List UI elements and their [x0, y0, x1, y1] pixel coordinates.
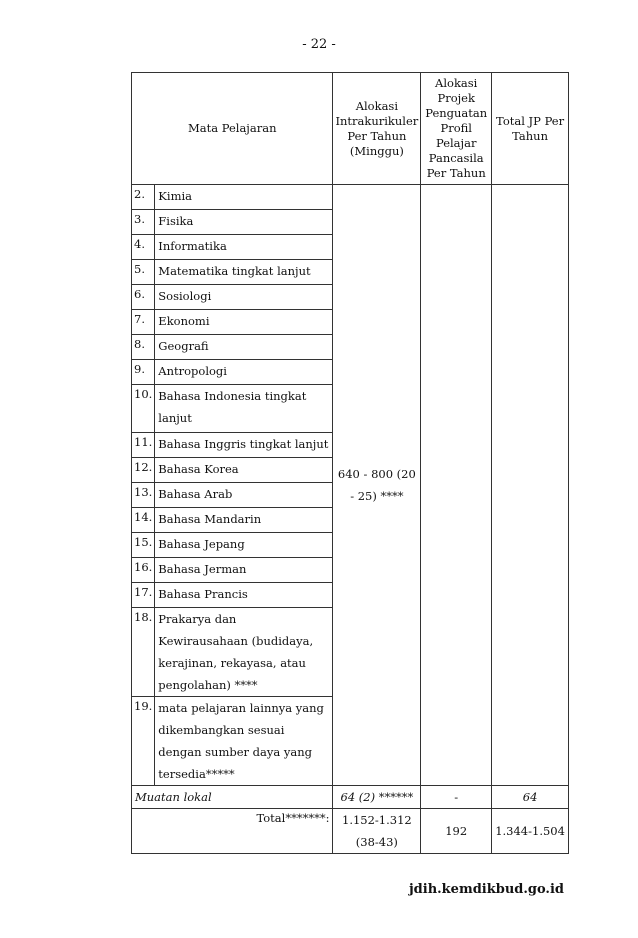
row-number: 11. — [132, 433, 155, 458]
muatan-lokal-row — [132, 786, 569, 809]
row-number: 8. — [132, 335, 155, 360]
subject-name: Bahasa Prancis — [155, 583, 333, 608]
header-subject: Mata Pelajaran — [132, 73, 333, 185]
row-number: 4. — [132, 235, 155, 260]
subject-name: Kimia — [155, 185, 333, 210]
total-label: Total*******: — [132, 809, 333, 854]
subject-name: Antropologi — [155, 360, 333, 385]
row-number: 14. — [132, 508, 155, 533]
group-allocation: 640 - 800 (20 - 25) **** — [333, 185, 421, 786]
row-number: 12. — [132, 458, 155, 483]
row-number: 3. — [132, 210, 155, 235]
row-number: 2. — [132, 185, 155, 210]
muatan-lokal-projek: - — [421, 786, 492, 809]
muatan-lokal-label: Muatan lokal — [132, 786, 333, 809]
subject-name: Geografi — [155, 335, 333, 360]
row-number: 19. — [132, 697, 155, 786]
table-header-row — [132, 73, 569, 185]
row-number: 15. — [132, 533, 155, 558]
total-intra: 1.152-1.312 (38-43) — [333, 809, 421, 854]
subject-name: Bahasa Mandarin — [155, 508, 333, 533]
subject-name: Bahasa Jerman — [155, 558, 333, 583]
subject-name: Bahasa Arab — [155, 483, 333, 508]
header-intra: Alokasi Intrakurikuler Per Tahun (Minggu) — [333, 73, 421, 185]
row-number: 10. — [132, 385, 155, 433]
header-projek: Alokasi Projek Penguatan Profil Pelajar Pancasila Per Tahun — [421, 73, 492, 185]
muatan-lokal-total: 64 — [492, 786, 569, 809]
curriculum-table — [131, 72, 569, 854]
site-footer: jdih.kemdikbud.go.id — [408, 882, 564, 897]
subject-name: Bahasa Inggris tingkat lanjut — [155, 433, 333, 458]
row-number: 17. — [132, 583, 155, 608]
row-number: 5. — [132, 260, 155, 285]
group-projek-cell — [421, 185, 492, 786]
subject-name: Bahasa Korea — [155, 458, 333, 483]
subject-name: Sosiologi — [155, 285, 333, 310]
subject-name: Fisika — [155, 210, 333, 235]
page-number: - 22 - — [302, 37, 336, 52]
header-total: Total JP Per Tahun — [492, 73, 569, 185]
row-number: 18. — [132, 608, 155, 697]
row-number: 6. — [132, 285, 155, 310]
subject-name: Informatika — [155, 235, 333, 260]
total-jp: 1.344-1.504 — [492, 809, 569, 854]
row-number: 16. — [132, 558, 155, 583]
subject-name: Prakarya dan Kewirausahaan (budidaya, kerajinan, rekayasa, atau pengolahan) **** — [155, 608, 333, 697]
row-number: 9. — [132, 360, 155, 385]
group-total-cell — [492, 185, 569, 786]
subject-name: Ekonomi — [155, 310, 333, 335]
subject-name: Matematika tingkat lanjut — [155, 260, 333, 285]
table-row — [132, 185, 569, 210]
total-row — [132, 809, 569, 854]
row-number: 7. — [132, 310, 155, 335]
subject-name: Bahasa Indonesia tingkat lanjut — [155, 385, 333, 433]
total-projek: 192 — [421, 809, 492, 854]
subject-name: Bahasa Jepang — [155, 533, 333, 558]
muatan-lokal-intra: 64 (2) ****** — [333, 786, 421, 809]
row-number: 13. — [132, 483, 155, 508]
subject-name: mata pelajaran lainnya yang dikembangkan sesuai dengan sumber daya yang tersedia***** — [155, 697, 333, 786]
